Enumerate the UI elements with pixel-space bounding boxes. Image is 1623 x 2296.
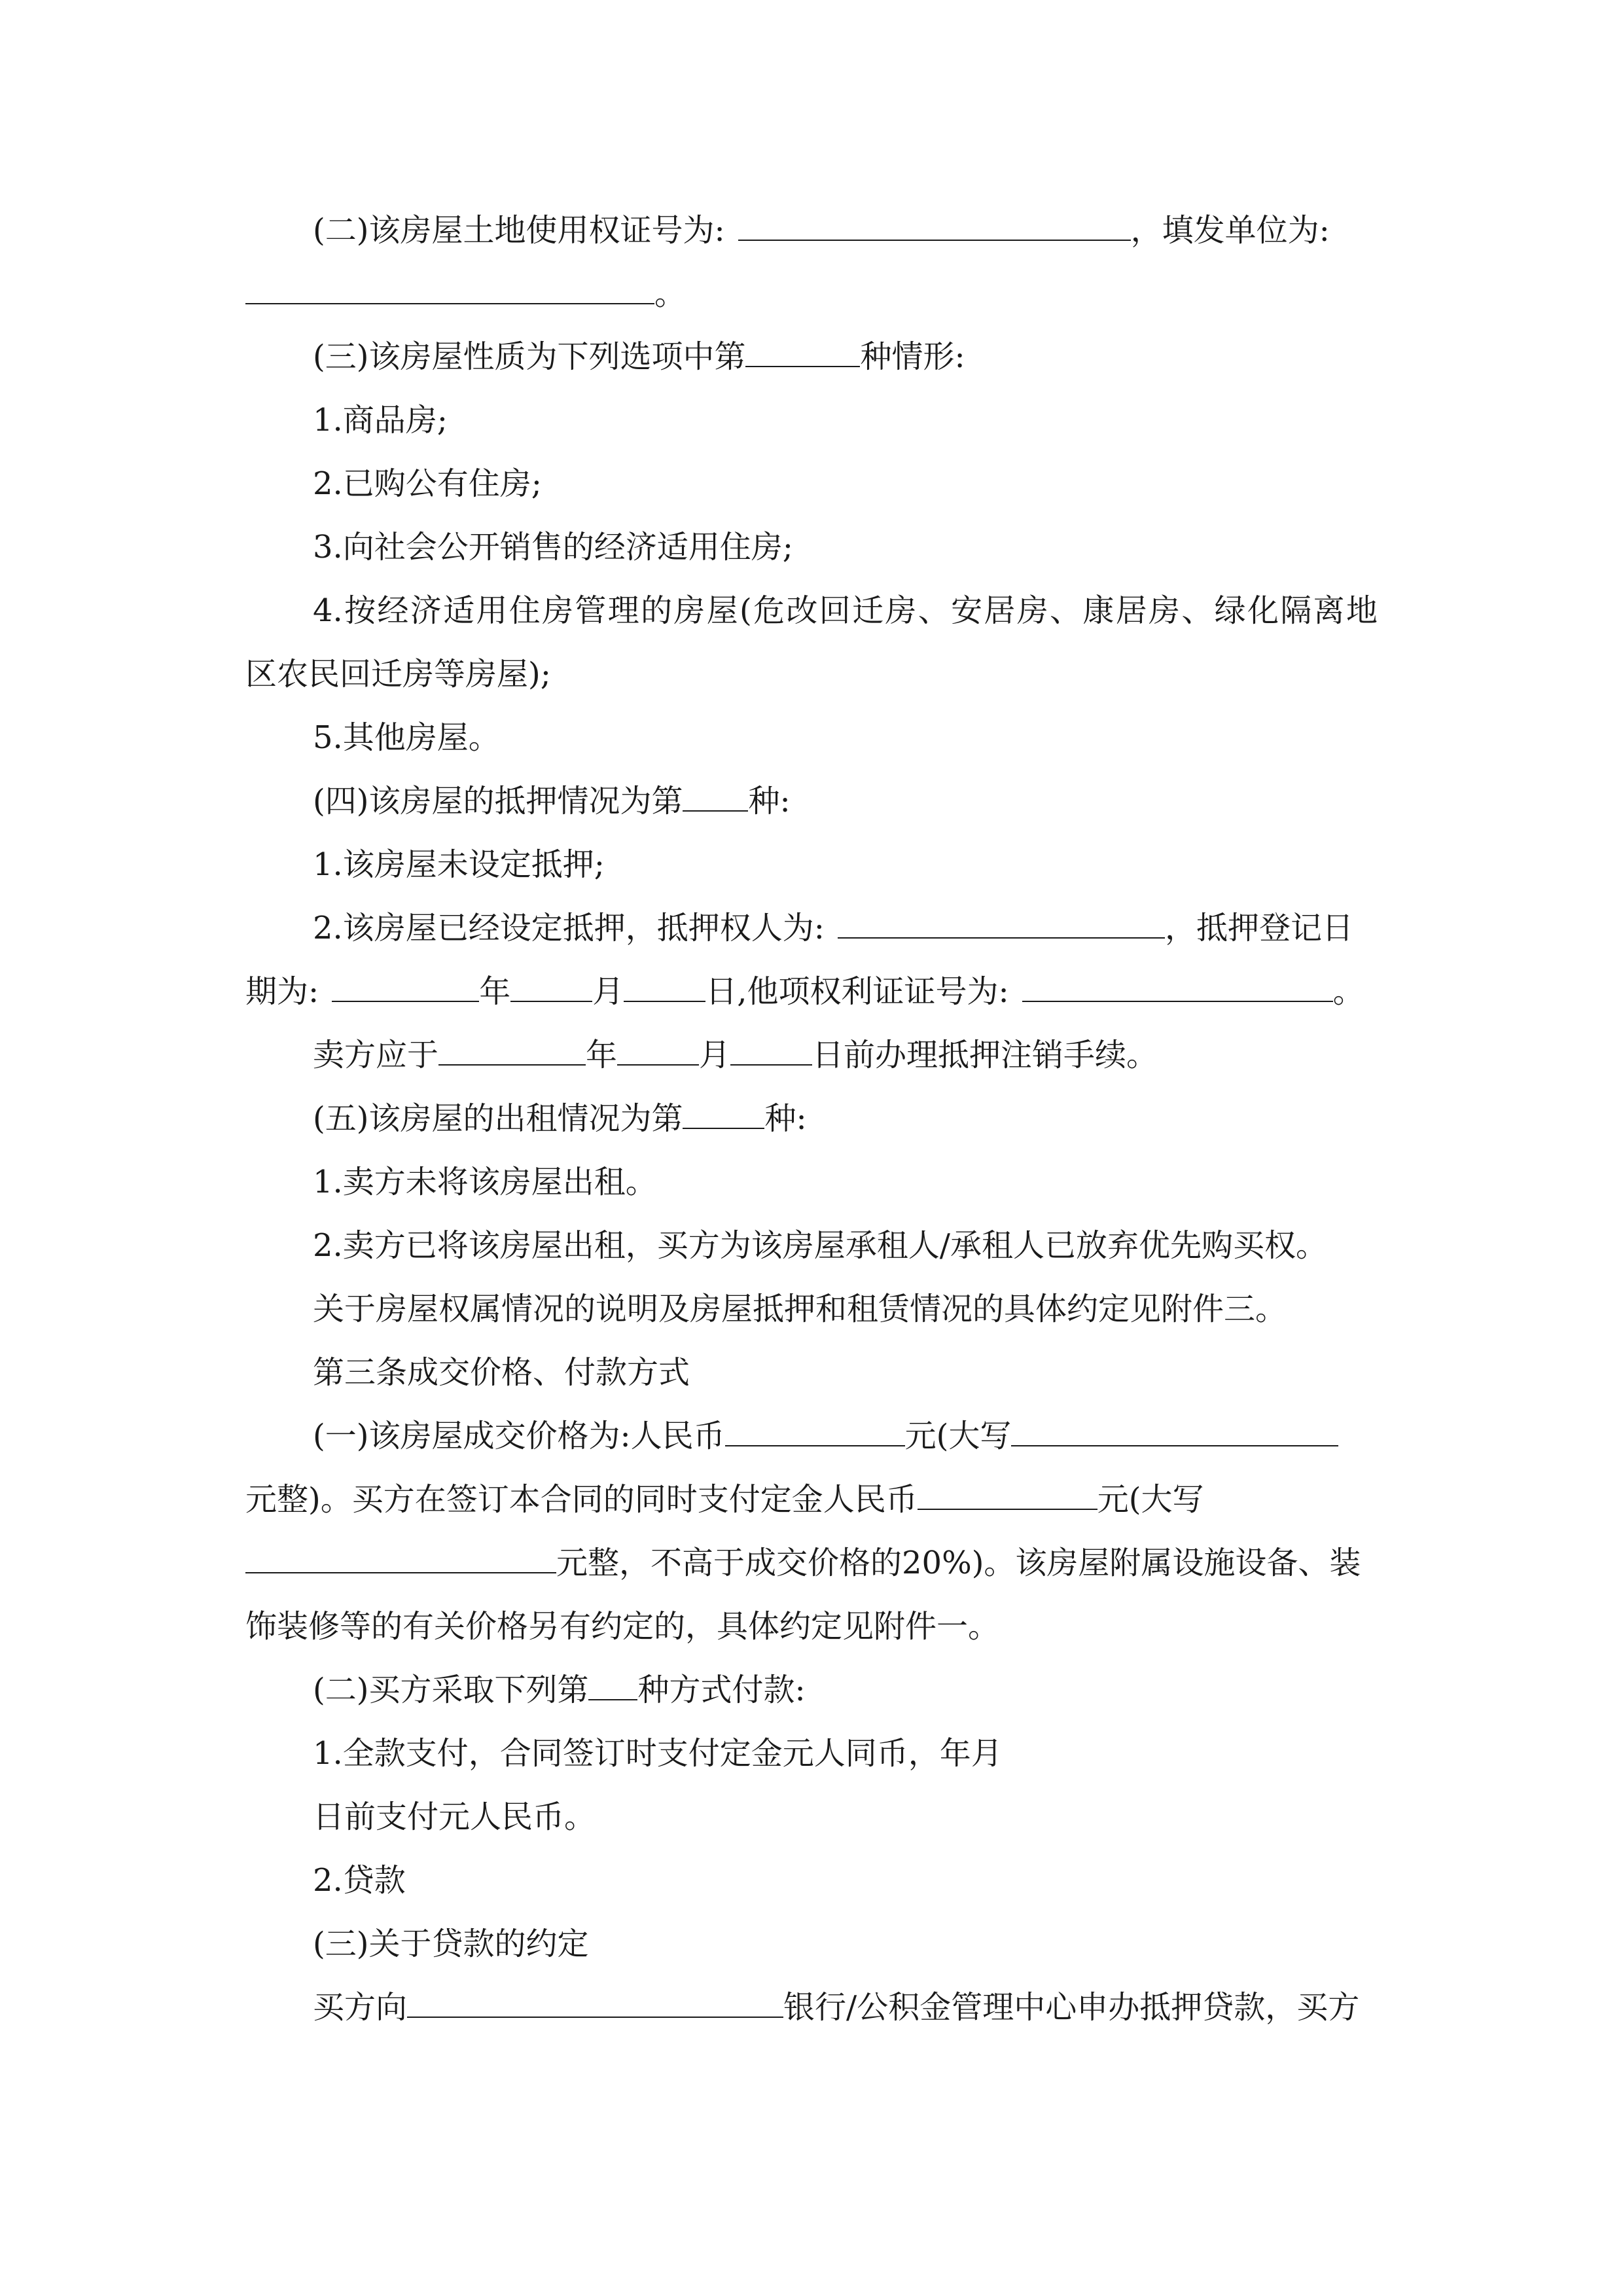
bank-blank[interactable] <box>407 1988 783 2018</box>
mortgage-choice-blank[interactable] <box>683 781 748 812</box>
price-line-3: 元整，不高于成交价格的20%)。该房屋附属设施设备、装 <box>245 1543 1361 1583</box>
nature-option-3: 3.向社会公开销售的经济适用住房; <box>313 529 793 565</box>
loan-title: (三)关于贷款的约定 <box>313 1926 589 1962</box>
clause-land-issuer: 。 <box>245 274 686 314</box>
nature-choice-blank[interactable] <box>745 337 860 367</box>
land-cert-blank[interactable] <box>738 211 1131 241</box>
lease-note: 关于房屋权属情况的说明及房屋抵押和租赁情况的具体约定见附件三。 <box>313 1291 1287 1327</box>
article-3-title: 第三条成交价格、付款方式 <box>313 1354 690 1391</box>
price-words-blank[interactable] <box>1011 1416 1338 1446</box>
mortgage-year-blank[interactable] <box>332 972 479 1002</box>
lease-option-1: 1.卖方未将该房屋出租。 <box>313 1164 657 1200</box>
nature-option-4: 4.按经济适用住房管理的房屋(危改回迁房、安居房、康居房、绿化隔离地 <box>313 592 1378 629</box>
payment-method: (二)买方采取下列第 种方式付款: <box>313 1672 806 1708</box>
clause-mortgage: (四)该房屋的抵押情况为第 种: <box>313 783 791 819</box>
payment-option-1: 1.全款支付，合同签订时支付定金元人同币，年月 <box>313 1735 1003 1772</box>
mortgage-option-2: 2.该房屋已经设定抵押，抵押权人为: ，抵押登记日 <box>313 910 1353 946</box>
payment-option-1-cont: 日前支付元人民币。 <box>313 1799 596 1835</box>
mortgage-date-line: 期为: 年 月 日,他项权利证证号为: 。 <box>245 973 1364 1010</box>
mortgage-month-blank[interactable] <box>510 972 592 1002</box>
loan-line-1: 买方向 银行/公积金管理中心申办抵押贷款，买方 <box>313 1989 1360 2026</box>
mortgage-cancel-line: 卖方应于 年 月 日前办理抵押注销手续。 <box>313 1037 1158 1073</box>
price-line-2: 元整)。买方在签订本合同的同时支付定金人民币 元(大写 <box>245 1481 1204 1518</box>
deposit-amount-blank[interactable] <box>918 1480 1097 1510</box>
lease-choice-blank[interactable] <box>683 1099 764 1129</box>
mortgagee-blank[interactable] <box>838 908 1165 939</box>
clause-nature: (三)该房屋性质为下列选项中第 种情形: <box>313 338 965 375</box>
price-line-1: (一)该房屋成交价格为:人民币 元(大写 <box>313 1416 1338 1456</box>
nature-option-1: 1.商品房; <box>313 402 448 439</box>
payment-choice-blank[interactable] <box>588 1670 637 1700</box>
mortgage-day-blank[interactable] <box>624 972 705 1002</box>
cancel-day-blank[interactable] <box>730 1035 812 1066</box>
cancel-year-blank[interactable] <box>438 1035 586 1066</box>
payment-option-2: 2.贷款 <box>313 1862 406 1899</box>
price-amount-blank[interactable] <box>725 1416 905 1446</box>
nature-option-4-cont: 区农民回迁房等房屋); <box>245 656 551 692</box>
clause-land-cert: (二)该房屋土地使用权证号为: ，填发单位为: <box>313 212 1330 249</box>
cancel-month-blank[interactable] <box>617 1035 699 1066</box>
mortgage-option-1: 1.该房屋未设定抵押; <box>313 846 605 883</box>
price-line-4: 饰装修等的有关价格另有约定的，具体约定见附件一。 <box>245 1608 1000 1645</box>
lease-option-2: 2.卖方已将该房屋出租，买方为该房屋承租人/承租人已放弃优先购买权。 <box>313 1227 1327 1264</box>
cert-number-blank[interactable] <box>1022 972 1333 1002</box>
nature-option-5: 5.其他房屋。 <box>313 719 500 756</box>
clause-lease: (五)该房屋的出租情况为第 种: <box>313 1100 807 1137</box>
issuer-blank[interactable] <box>245 274 654 304</box>
nature-option-2: 2.已购公有住房; <box>313 465 542 502</box>
deposit-words-blank[interactable] <box>245 1543 556 1573</box>
